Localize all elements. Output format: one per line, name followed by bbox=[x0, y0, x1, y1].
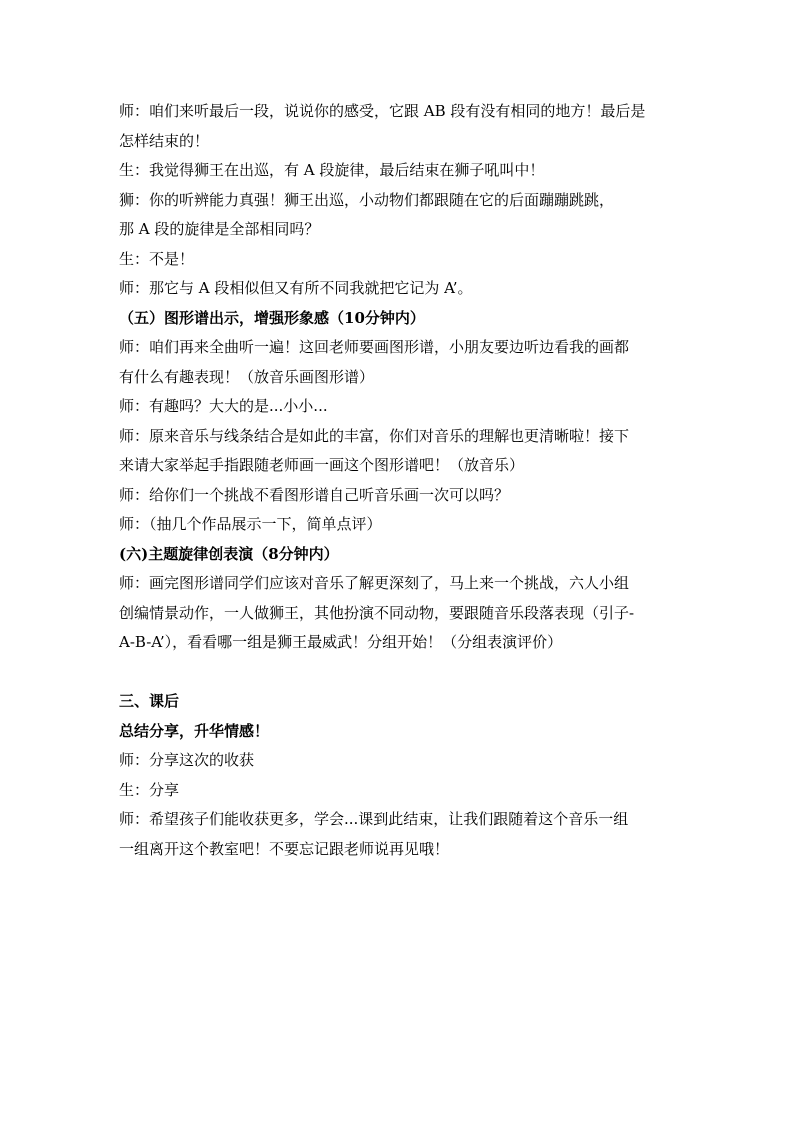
paragraph-line: 狮：你的听辨能力真强！狮王出巡，小动物们都跟随在它的后面蹦蹦跳跳， bbox=[119, 190, 615, 209]
paragraph-line: 师：（抽几个作品展示一下，简单点评） bbox=[119, 515, 382, 533]
paragraph-line: 师：那它与 A 段相似但又有所不同我就把它记为 A’。 bbox=[119, 279, 473, 297]
paragraph-line: 师：咱们来听最后一段，说说你的感受，它跟 AB 段有没有相同的地方！最后是 bbox=[119, 102, 646, 120]
section-heading-after-class: 三、课后 bbox=[119, 692, 180, 710]
section-heading-5: （五）图形谱出示，增强形象感（10分钟内） bbox=[119, 308, 425, 327]
paragraph-line: 生：分享 bbox=[119, 780, 180, 799]
paragraph-line: 来请大家举起手指跟随老师画一画这个图形谱吧！（放音乐） bbox=[119, 456, 525, 474]
paragraph-line: 生：不是！ bbox=[119, 249, 195, 268]
paragraph-line: 创编情景动作，一人做狮王，其他扮演不同动物，要跟随音乐段落表现（引子- bbox=[119, 603, 635, 622]
paragraph-line: 师：有趣吗？大大的是...小小... bbox=[119, 397, 328, 415]
paragraph-line: 师：给你们一个挑战不看图形谱自己听音乐画一次可以吗？ bbox=[119, 485, 510, 504]
paragraph-line: 师：画完图形谱同学们应该对音乐了解更深刻了，马上来一个挑战，六人小组 bbox=[119, 574, 630, 592]
section-heading-6: (六)主题旋律创表演（8分钟内） bbox=[119, 544, 339, 563]
paragraph-line: 一组离开这个教室吧！不要忘记跟老师说再见哦！ bbox=[119, 839, 450, 858]
document-body bbox=[119, 97, 679, 864]
paragraph-line: 师：分享这次的收获 bbox=[119, 751, 255, 769]
paragraph-line: 有什么有趣表现！（放音乐画图形谱） bbox=[119, 367, 375, 386]
paragraph-line: A-B-A’），看看哪一组是狮王最威武！分组开始！（分组表演评价） bbox=[119, 633, 563, 651]
paragraph-line: 师：希望孩子们能收获更多，学会...课到此结束，让我们跟随着这个音乐一组 bbox=[119, 810, 629, 828]
paragraph-line: 师：原来音乐与线条结合是如此的丰富，你们对音乐的理解也更清晰啦！接下 bbox=[119, 426, 630, 445]
paragraph-line: 那 A 段的旋律是全部相同吗？ bbox=[119, 220, 320, 238]
subheading-summary: 总结分享，升华情感！ bbox=[119, 721, 270, 740]
blank-line bbox=[119, 658, 679, 688]
paragraph-line: 怎样结束的！ bbox=[119, 131, 210, 150]
paragraph-line: 师：咱们再来全曲听一遍！这回老师要画图形谱，小朋友要边听边看我的画都 bbox=[119, 338, 630, 356]
paragraph-line: 生：我觉得狮王在出巡，有 A 段旋律，最后结束在狮子吼叫中！ bbox=[119, 161, 545, 179]
